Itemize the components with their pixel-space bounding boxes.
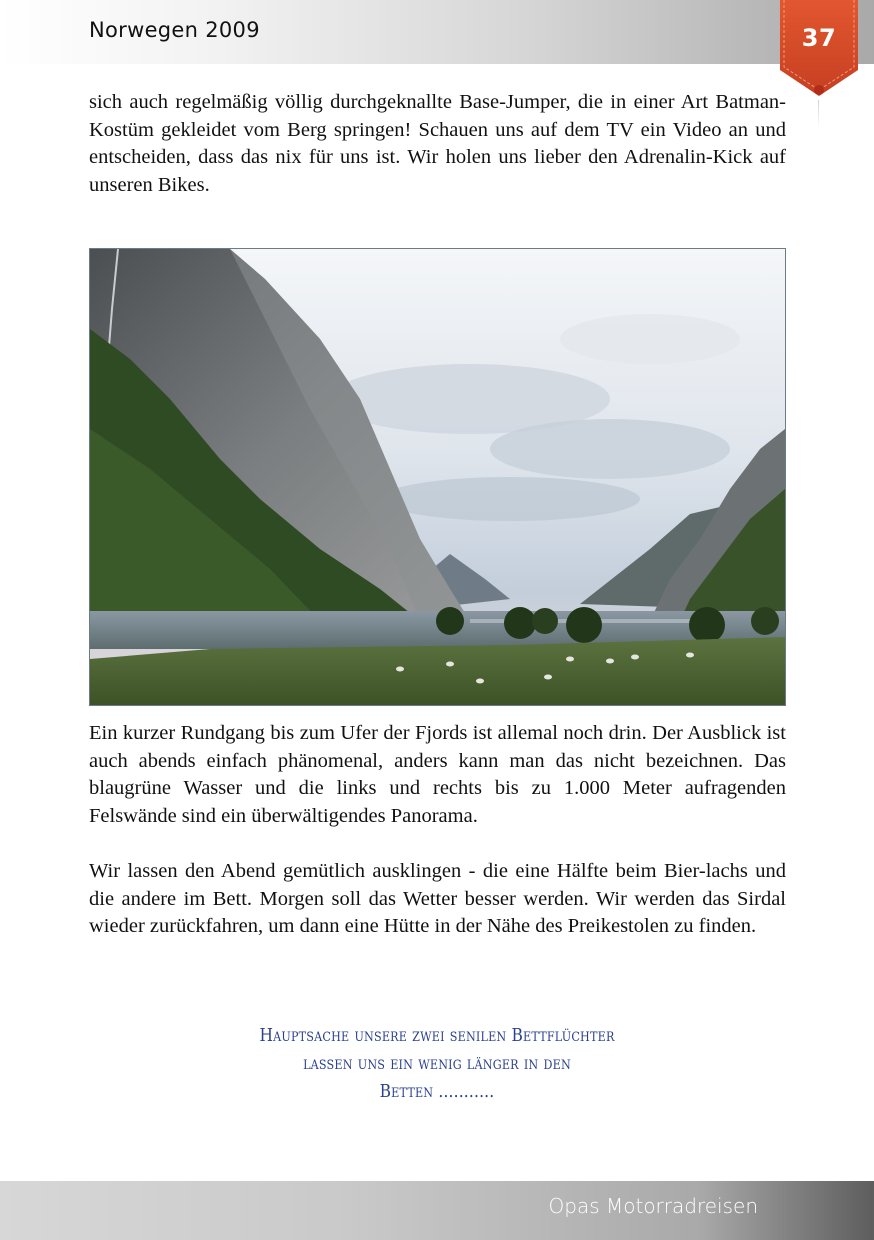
page-number: 37 <box>801 24 837 52</box>
fjord-landscape-image <box>90 249 785 705</box>
quote-line-3: Betten ........... <box>379 1081 495 1102</box>
footer-publisher: Opas Motorradreisen <box>548 1194 758 1218</box>
paragraph-1: sich auch regelmäßig völlig durchgeknallte Base-Jumper, die in einer Art Batman-Kostüm gekleidet vom Berg springen! Schauen uns auf dem TV ein Video an und entscheiden, dass das nix für uns ist. Wir holen uns lieber den Adrenalin-Kick auf unseren Bikes. <box>89 91 786 196</box>
closing-quote <box>190 1022 684 1106</box>
paragraph-2: Ein kurzer Rundgang bis zum Ufer der Fjords ist allemal noch drin. Der Ausblick ist auch abends einfach phänomenal, anders kann man das nicht bezeichnen. Das blaugrüne Wasser und die links und rechts bis zu 1.000 Meter aufragenden Felswände sind ein überwältigendes Panorama. <box>89 722 786 827</box>
quote-line-1: Hauptsache unsere zwei senilen Bettflüchter <box>259 1025 615 1046</box>
document-title: Norwegen 2009 <box>89 18 260 42</box>
quote-line-2: lassen uns ein wenig länger in den <box>303 1053 571 1074</box>
paragraph-3: Wir lassen den Abend gemütlich ausklingen - die eine Hälfte beim Bier-lachs und die andere im Bett. Morgen soll das Wetter besser werden. Wir werden das Sirdal wieder zurückfahren, um dann eine Hütte in der Nähe des Preikestolen zu finden. <box>89 860 786 937</box>
page-ribbon <box>780 0 858 104</box>
fjord-photo <box>89 248 786 706</box>
ribbon-shadow-line <box>818 100 819 128</box>
